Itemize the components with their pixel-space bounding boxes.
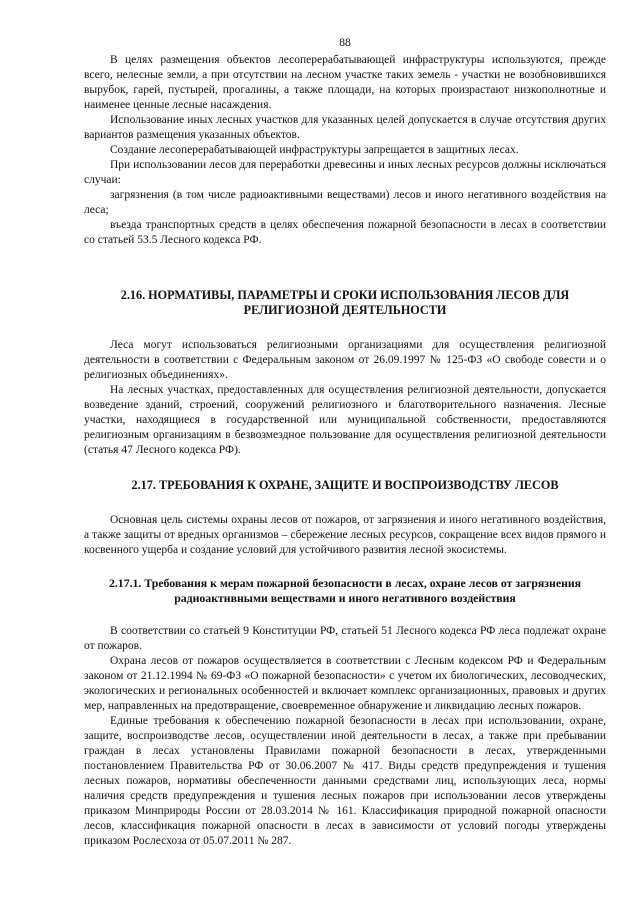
section-2-17-body — [84, 513, 606, 558]
paragraph: На лесных участках, предоставленных для осуществления религиозной деятельности, допускается возведение зданий, строений, сооружений религиозного и благотворительного назначения. Лесные участки, находящиеся в государственной или муниципальной собственности, предоставляются религиозным организациям в безвозмездное пользование для осуществления религиозной деятельности (статья 47 Лесного кодекса РФ). — [84, 384, 606, 456]
paragraph: При использовании лесов для переработки древесины и иных лесных ресурсов должны исключаться случаи: — [84, 159, 606, 186]
paragraph: В соответствии со статьей 9 Конституции РФ, статьей 51 Лесного кодекса РФ леса подлежат охране от пожаров. — [84, 625, 606, 652]
paragraph: загрязнения (в том числе радиоактивными веществами) лесов и иного негативного воздействия на леса; — [84, 189, 606, 216]
section-2-16-body — [84, 338, 606, 458]
paragraph: Охрана лесов от пожаров осуществляется в соответствии с Лесным кодексом РФ и Федеральным законом от 21.12.1994 № 69-ФЗ «О пожарной безопасности» с учетом их биологических, лесоводческих, экологических и региональных особенностей и включает комплекс организационных, правовых и других мер, направленных на предотвращение, своевременное обнаружение и ликвидацию лесных пожаров. — [84, 655, 606, 712]
paragraph: Основная цель системы охраны лесов от пожаров, от загрязнения и иного негативного воздействия, а также защиты от вредных организмов – сбережение лесных ресурсов, сокращение всех видов прямого и косвенного ущерба и создание условий для устойчивого развития лесной экосистемы. — [84, 514, 606, 556]
paragraph: Единые требования к обеспечению пожарной безопасности в лесах при использовании, охране, защите, воспроизводстве лесов, осуществлении иной деятельности в лесах, а также при пребывании граждан в лесах установлены Правилами пожарной безопасности в лесах, утвержденными постановлением Правительства РФ от 30.06.2007 № 417. Виды средств предупреждения и тушения лесных пожаров, нормативы обеспеченности данными средствами лиц, использующих леса, нормы наличия средств предупреждения и тушения лесных пожаров при использовании лесов утверждены приказом Минприроды России от 28.03.2014 № 161. Классификация природной пожарной опасности лесов, классификация пожарной опасности в лесах в зависимости от условий погоды утверждены приказом Рослесхоза от 05.07.2011 № 287. — [84, 715, 606, 847]
paragraph: въезда транспортных средств в целях обеспечения пожарной безопасности в лесах в соответствии со статьей 53.5 Лесного кодекса РФ. — [84, 219, 606, 246]
section-2-17-1-body — [84, 624, 606, 849]
section-heading-2-17: 2.17. ТРЕБОВАНИЯ К ОХРАНЕ, ЗАЩИТЕ И ВОСПРОИЗВОДСТВУ ЛЕСОВ — [131, 478, 559, 492]
intro-text — [84, 53, 606, 248]
section-heading-2-17-1: 2.17.1. Требования к мерам пожарной безопасности в лесах, охране лесов от загрязнения радиоактивными веществами и иного негативного воздействия — [108, 576, 582, 605]
paragraph: Леса могут использоваться религиозными организациями для осуществления религиозной деятельности в соответствии с Федеральным законом от 26.09.1997 № 125-ФЗ «О свободе совести и о религиозных объединениях». — [84, 339, 606, 381]
section-heading-2-16: 2.16. НОРМАТИВЫ, ПАРАМЕТРЫ И СРОКИ ИСПОЛЬЗОВАНИЯ ЛЕСОВ ДЛЯ РЕЛИГИОЗНОЙ ДЕЯТЕЛЬНОСТИ — [120, 288, 570, 317]
paragraph: Использование иных лесных участков для указанных целей допускается в случае отсутствия других вариантов размещения указанных объектов. — [84, 114, 606, 141]
paragraph: В целях размещения объектов лесоперерабатывающей инфраструктуры используются, прежде всего, нелесные земли, а при отсутствии на лесном участке таких земель - участки не возобновившихся вырубок, гарей, пустырей, прогалины, а также площади, на которых произрастают низкополнотные и наименее ценные лесные насаждения. — [84, 54, 606, 111]
document-page — [84, 36, 606, 849]
paragraph: Создание лесоперерабатывающей инфраструктуры запрещается в защитных лесах. — [110, 144, 519, 156]
page-number: 88 — [339, 37, 351, 49]
